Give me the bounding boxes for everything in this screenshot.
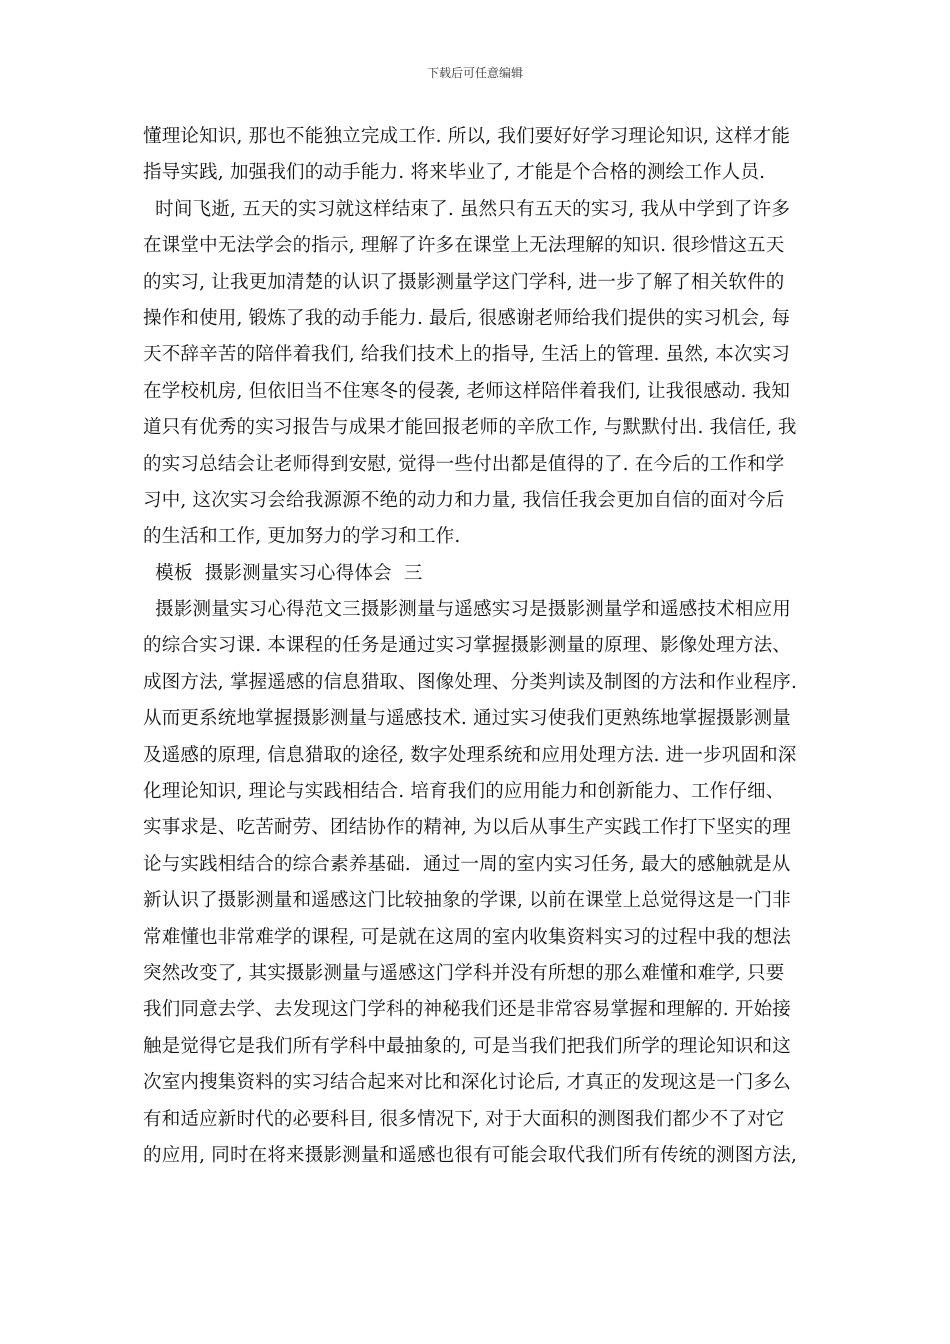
document-body <box>143 119 813 1174</box>
text-line: 摄影测量实习心得范文三摄影测量与遥感实习是摄影测量学和遥感技术相应用 <box>143 599 791 621</box>
text-line: 及遥感的原理, 信息猎取的途径, 数字处理系统和应用处理方法. 进一步巩固和深 <box>143 744 797 766</box>
text-line: 操作和使用, 锻炼了我的动手能力. 最后, 很感谢老师给我们提供的实习机会, 每 <box>143 307 791 329</box>
text-line: 天不辞辛苦的陪伴着我们, 给我们技术上的指导, 生活上的管理. 虽然, 本次实习 <box>143 344 791 366</box>
text-line: 次室内搜集资料的实习结合起来对比和深化讨论后, 才真正的发现这是一门多么 <box>143 1072 791 1094</box>
text-line: 从而更系统地掌握摄影测量与遥感技术. 通过实习使我们更熟练地掌握摄影测量 <box>143 708 791 730</box>
text-line: 我们同意去学、去发现这门学科的神秘我们还是非常容易掌握和理解的. 开始接 <box>143 999 791 1021</box>
text-line: 在课堂中无法学会的指示, 理解了许多在课堂上无法理解的知识. 很珍惜这五天 <box>143 235 785 257</box>
text-line: 时间飞逝, 五天的实习就这样结束了. 虽然只有五天的实习, 我从中学到了许多 <box>143 198 791 220</box>
text-line: 的生活和工作, 更加努力的学习和工作. <box>143 526 461 548</box>
text-line: 常难懂也非常难学的课程, 可是就在这周的室内收集资料实习的过程中我的想法 <box>143 926 791 948</box>
text-line: 的实习, 让我更加清楚的认识了摄影测量学这门学科, 进一步了解了相关软件的 <box>143 271 785 293</box>
text-line: 的应用, 同时在将来摄影测量和遥感也很有可能会取代我们所有传统的测图方法, <box>143 1144 798 1166</box>
text-line: 新认识了摄影测量和遥感这门比较抽象的学课, 以前在课堂上总觉得这是一门非 <box>143 890 791 912</box>
text-line: 有和适应新时代的必要科目, 很多情况下, 对于大面积的测图我们都少不了对它 <box>143 1108 785 1130</box>
text-line: 的实习总结会让老师得到安慰, 觉得一些付出都是值得的了. 在今后的工作和学 <box>143 453 785 475</box>
text-line: 在学校机房, 但依旧当不住寒冬的侵袭, 老师这样陪伴着我们, 让我很感动. 我知 <box>143 380 791 402</box>
text-line: 突然改变了, 其实摄影测量与遥感这门学科并没有所想的那么难懂和难学, 只要 <box>143 962 785 984</box>
text-line: 模板 摄影测量实习心得体会 三 <box>143 562 423 584</box>
text-line: 习中, 这次实习会给我源源不绝的动力和力量, 我信任我会更加自信的面对今后 <box>143 489 785 511</box>
text-line: 道只有优秀的实习报告与成果才能回报老师的辛欣工作, 与默默付出. 我信任, 我 <box>143 417 797 439</box>
text-line: 成图方法, 掌握遥感的信息猎取、图像处理、分类判读及制图的方法和作业程序. <box>143 671 798 693</box>
text-line: 指导实践, 加强我们的动手能力. 将来毕业了, 才能是个合格的测绘工作人员. <box>143 162 766 184</box>
text-line: 懂理论知识, 那也不能独立完成工作. 所以, 我们要好好学习理论知识, 这样才能 <box>143 126 791 147</box>
page-header: 下载后可任意编辑 <box>426 66 523 80</box>
text-line: 触是觉得它是我们所有学科中最抽象的, 可是当我们把我们所学的理论知识和这 <box>143 1035 791 1057</box>
text-line: 化理论知识, 理论与实践相结合. 培育我们的应用能力和创新能力、工作仔细、 <box>143 781 785 803</box>
text-line: 的综合实习课. 本课程的任务是通过实习掌握摄影测量的原理、影像处理方法、 <box>143 635 791 657</box>
text-line: 实事求是、吃苦耐劳、团结协作的精神, 为以后从事生产实践工作打下坚实的理 <box>143 817 791 839</box>
text-line: 论与实践相结合的综合素养基础. 通过一周的室内实习任务, 最大的感触就是从 <box>143 853 791 875</box>
